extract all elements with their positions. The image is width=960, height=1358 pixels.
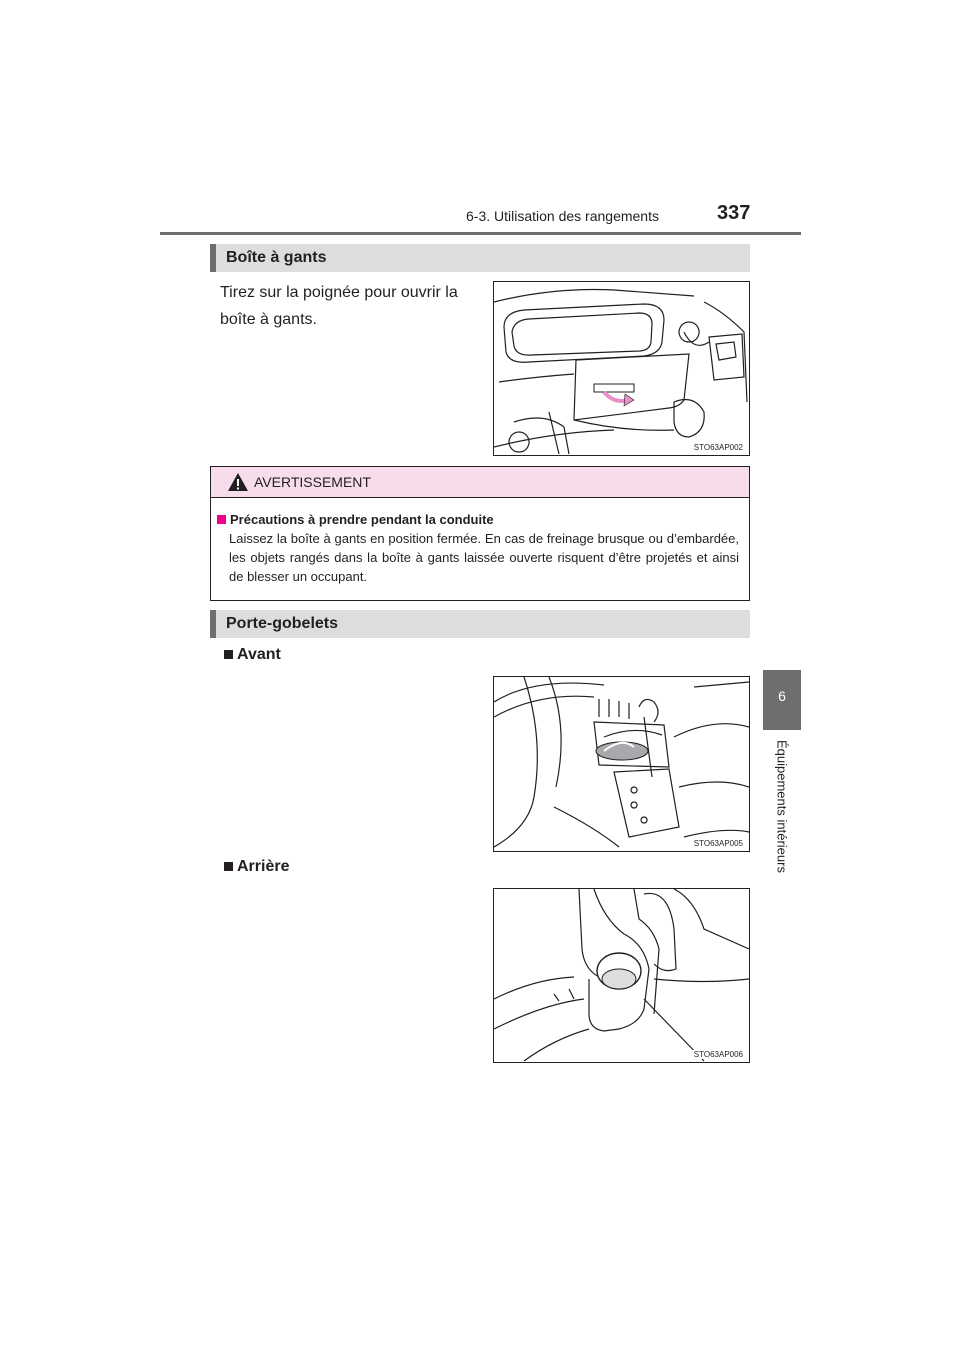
glove-box-instruction: Tirez sur la poignée pour ouvrir la boîte à gants.: [220, 284, 458, 328]
section-title: Boîte à gants: [226, 249, 327, 266]
section-title: Porte-gobelets: [226, 615, 339, 632]
section-bar-cup-holders: [210, 610, 750, 638]
figure-code: STO63AP006: [693, 1050, 743, 1059]
square-bullet-icon: [224, 862, 233, 871]
warning-subtitle-line: [217, 512, 494, 527]
page-number: 337: [717, 202, 751, 224]
chapter-label: Équipements intérieurs: [774, 740, 790, 873]
figure-code: STO63AP005: [693, 839, 743, 848]
warning-triangle-icon: [227, 472, 249, 492]
subhead-front: [224, 646, 281, 664]
subhead-rear-label: Arrière: [237, 858, 290, 875]
warning-box: [210, 466, 750, 601]
subhead-front-label: Avant: [237, 646, 281, 663]
figure-code: STO63AP002: [693, 443, 743, 452]
chapter-tab[interactable]: [763, 670, 801, 730]
square-bullet-icon: [224, 650, 233, 659]
section-bar-glove-box: [210, 244, 750, 272]
chapter-number: 6: [778, 688, 786, 704]
warning-subtitle: Précautions à prendre pendant la conduite: [230, 512, 494, 527]
front-cup-holder-illustration: [493, 676, 750, 852]
glove-box-illustration: [493, 281, 750, 456]
running-header: 6-3. Utilisation des rangements: [466, 208, 659, 224]
chapter-label-vertical: [756, 740, 808, 890]
warning-header: [211, 467, 749, 498]
warning-title: AVERTISSEMENT: [254, 474, 371, 490]
header-rule: [160, 232, 801, 235]
square-bullet-icon: [217, 515, 226, 524]
subhead-rear: [224, 858, 289, 876]
rear-cup-holder-illustration: [493, 888, 750, 1063]
warning-body: Laissez la boîte à gants en position fermée. En cas de freinage brusque ou d’embardée, les objets rangés dans la boîte à gants laissée ouverte risquent d’être projetés et ainsi de blesser un occupant.: [229, 531, 739, 584]
